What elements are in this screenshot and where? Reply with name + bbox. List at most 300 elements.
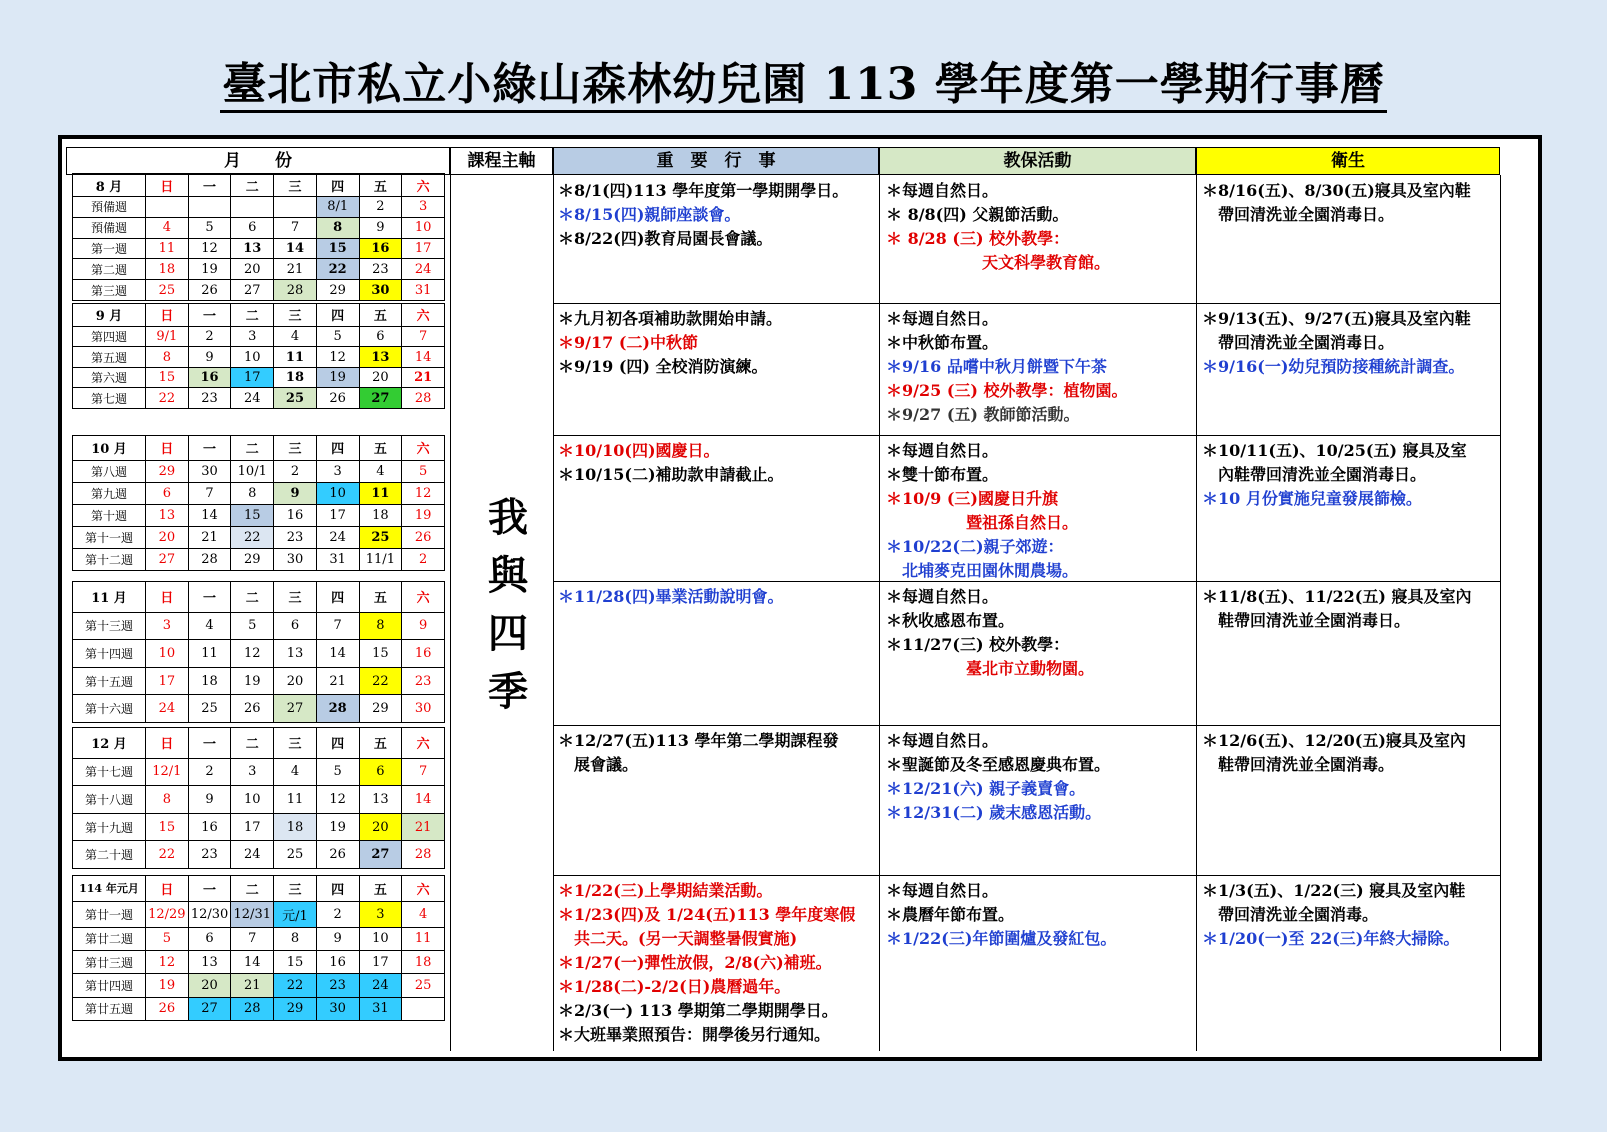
week-row — [73, 612, 445, 640]
week-row — [73, 997, 445, 1020]
day-cell: 30 — [274, 548, 317, 570]
day-cell: 4 — [274, 758, 317, 786]
theme-char: 我 — [488, 494, 528, 541]
day-cell: 13 — [359, 786, 402, 814]
day-cell: 22 — [359, 667, 402, 695]
day-cell — [231, 197, 274, 218]
week-row — [73, 901, 445, 927]
health-line: ＊10/11(五)、10/25(五) 寢具及室 — [1202, 441, 1467, 460]
day-cell: 24 — [316, 526, 359, 548]
health-line: 內鞋帶回清洗並全園消毒日。 — [1202, 465, 1427, 484]
week-row — [73, 548, 445, 570]
day-cell: 28 — [274, 280, 317, 301]
events-line: ＊9/17 (二)中秋節 — [558, 333, 698, 352]
day-cell: 14 — [188, 504, 231, 526]
weekday-header: 三 — [274, 304, 317, 327]
page-title — [0, 48, 1607, 112]
day-cell: 13 — [188, 951, 231, 974]
day-cell — [402, 997, 445, 1020]
week-label: 第廿一週 — [73, 901, 146, 927]
theme-char: 四 — [488, 610, 528, 657]
activities-line: ＊12/21(六) 親子義賣會。 — [886, 779, 1086, 798]
day-cell: 19 — [402, 504, 445, 526]
week-row — [73, 217, 445, 238]
week-label: 第十六週 — [73, 695, 146, 723]
health-line: ＊10 月份實施兒童發展篩檢。 — [1202, 489, 1422, 508]
activities-line: ＊10/22(二)親子郊遊： — [886, 537, 1064, 556]
day-cell: 8 — [316, 217, 359, 238]
activities-line: ＊秋收感恩布置。 — [886, 611, 1015, 630]
day-cell: 5 — [188, 217, 231, 238]
day-cell: 20 — [231, 259, 274, 280]
weekday-header: 二 — [231, 876, 274, 902]
day-cell: 20 — [359, 367, 402, 388]
day-cell: 10 — [146, 640, 189, 668]
events-line: ＊9/19 (四) 全校消防演練。 — [558, 357, 768, 376]
month-table — [72, 435, 445, 571]
day-cell: 26 — [146, 997, 189, 1020]
day-cell: 8/1 — [316, 197, 359, 218]
activities-block — [886, 729, 1110, 825]
activities-line: ＊9/27 (五) 教師節活動。 — [886, 405, 1080, 424]
weekday-header: 一 — [188, 728, 231, 759]
day-cell: 11 — [402, 927, 445, 950]
events-line: ＊2/3(一) 113 學期第二學期開學日。 — [558, 1001, 838, 1020]
week-row — [73, 347, 445, 368]
events-line: ＊8/15(四)親師座談會。 — [558, 205, 741, 224]
weekday-header: 日 — [146, 582, 189, 613]
week-label: 第二週 — [73, 259, 146, 280]
weekday-header: 五 — [359, 876, 402, 902]
week-row — [73, 695, 445, 723]
day-cell: 6 — [274, 612, 317, 640]
day-cell: 12 — [402, 482, 445, 504]
weekday-header: 六 — [402, 436, 445, 461]
weekday-header: 一 — [188, 582, 231, 613]
day-cell: 25 — [402, 974, 445, 997]
week-label: 第廿三週 — [73, 951, 146, 974]
day-cell: 4 — [146, 217, 189, 238]
section-divider — [553, 725, 1500, 726]
divider — [1196, 175, 1197, 1051]
month-table — [72, 581, 445, 723]
weekday-header: 四 — [316, 304, 359, 327]
weekday-header: 二 — [231, 304, 274, 327]
day-cell: 22 — [274, 974, 317, 997]
day-cell: 22 — [316, 259, 359, 280]
day-cell: 5 — [231, 612, 274, 640]
health-line: ＊9/16(一)幼兒預防接種統計調查。 — [1202, 357, 1465, 376]
day-cell: 13 — [231, 238, 274, 259]
day-cell: 15 — [359, 640, 402, 668]
day-cell: 19 — [231, 667, 274, 695]
month-label: 8 月 — [73, 174, 146, 197]
day-cell: 3 — [359, 901, 402, 927]
day-cell: 9 — [188, 347, 231, 368]
day-cell: 23 — [359, 259, 402, 280]
month-calendar — [72, 875, 445, 1021]
day-cell: 2 — [274, 460, 317, 482]
week-label: 第十四週 — [73, 640, 146, 668]
week-row — [73, 640, 445, 668]
day-cell: 7 — [188, 482, 231, 504]
day-cell: 16 — [188, 367, 231, 388]
day-cell: 21 — [188, 526, 231, 548]
activities-line: ＊9/16 品嚐中秋月餅暨下午茶 — [886, 357, 1107, 376]
day-cell: 14 — [231, 951, 274, 974]
day-cell: 10 — [231, 347, 274, 368]
health-block — [1202, 729, 1466, 777]
day-cell: 26 — [188, 280, 231, 301]
theme-char: 季 — [488, 668, 528, 715]
day-cell: 元/1 — [274, 901, 317, 927]
activities-block — [886, 179, 1110, 275]
day-cell — [188, 197, 231, 218]
day-cell: 11 — [274, 786, 317, 814]
month-label: 10 月 — [73, 436, 146, 461]
events-line: ＊8/22(四)教育局園長會議。 — [558, 229, 773, 248]
day-cell: 7 — [402, 758, 445, 786]
weekday-header: 六 — [402, 582, 445, 613]
day-cell: 5 — [146, 927, 189, 950]
activities-line: ＊每週自然日。 — [886, 181, 999, 200]
day-cell: 26 — [316, 388, 359, 409]
day-cell: 3 — [231, 326, 274, 347]
day-cell: 12 — [316, 786, 359, 814]
month-table — [72, 303, 445, 409]
day-cell: 4 — [359, 460, 402, 482]
day-cell: 8 — [231, 482, 274, 504]
week-row — [73, 526, 445, 548]
activities-line: ＊11/27(三) 校外教學： — [886, 635, 1070, 654]
week-row — [73, 841, 445, 869]
day-cell: 21 — [316, 667, 359, 695]
day-cell: 2 — [316, 901, 359, 927]
week-label: 第九週 — [73, 482, 146, 504]
weekday-header: 日 — [146, 876, 189, 902]
day-cell: 23 — [188, 841, 231, 869]
day-cell: 21 — [274, 259, 317, 280]
day-cell: 28 — [188, 548, 231, 570]
weekday-header: 一 — [188, 174, 231, 197]
weekday-header: 一 — [188, 876, 231, 902]
day-cell: 18 — [402, 951, 445, 974]
day-cell: 30 — [402, 695, 445, 723]
week-label: 第七週 — [73, 388, 146, 409]
activities-block — [886, 879, 1116, 951]
day-cell: 29 — [231, 548, 274, 570]
weekday-header: 四 — [316, 728, 359, 759]
day-cell: 5 — [316, 758, 359, 786]
month-label: 114 年元月 — [73, 876, 146, 902]
day-cell: 28 — [402, 841, 445, 869]
activities-line: ＊12/31(二) 歲末感恩活動。 — [886, 803, 1102, 822]
activities-block — [886, 307, 1128, 427]
day-cell: 26 — [402, 526, 445, 548]
events-line: ＊1/22(三)上學期結業活動。 — [558, 881, 773, 900]
day-cell: 9 — [359, 217, 402, 238]
activities-line: ＊中秋節布置。 — [886, 333, 999, 352]
month-calendar — [72, 173, 445, 301]
month-calendar — [72, 581, 445, 723]
day-cell: 25 — [274, 841, 317, 869]
divider — [553, 175, 554, 1051]
day-cell: 12 — [316, 347, 359, 368]
day-cell: 29 — [146, 460, 189, 482]
events-line: ＊1/27(一)彈性放假，2/8(六)補班。 — [558, 953, 832, 972]
day-cell: 25 — [274, 388, 317, 409]
day-cell: 25 — [146, 280, 189, 301]
day-cell: 17 — [316, 504, 359, 526]
activities-line: ＊10/9 (三)國慶日升旗 — [886, 489, 1058, 508]
week-row — [73, 951, 445, 974]
activities-line: ＊農曆年節布置。 — [886, 905, 1015, 924]
week-label: 第十五週 — [73, 667, 146, 695]
weekday-header: 四 — [316, 436, 359, 461]
day-cell: 21 — [231, 974, 274, 997]
week-label: 第五週 — [73, 347, 146, 368]
weekday-header: 日 — [146, 174, 189, 197]
weekday-header: 五 — [359, 582, 402, 613]
day-cell: 17 — [359, 951, 402, 974]
health-line: ＊1/20(一)至 22(三)年終大掃除。 — [1202, 929, 1460, 948]
day-cell: 9 — [188, 786, 231, 814]
day-cell: 18 — [188, 667, 231, 695]
week-label: 第十一週 — [73, 526, 146, 548]
weekday-header: 三 — [274, 728, 317, 759]
day-cell: 18 — [146, 259, 189, 280]
section-divider — [553, 875, 1500, 876]
week-label: 第十九週 — [73, 813, 146, 841]
week-label: 預備週 — [73, 197, 146, 218]
week-row — [73, 460, 445, 482]
day-cell: 8 — [146, 786, 189, 814]
day-cell: 26 — [316, 841, 359, 869]
weekday-header: 六 — [402, 728, 445, 759]
week-row — [73, 197, 445, 218]
day-cell: 29 — [274, 997, 317, 1020]
activities-line: ＊每週自然日。 — [886, 731, 999, 750]
day-cell: 18 — [359, 504, 402, 526]
week-label: 預備週 — [73, 217, 146, 238]
day-cell: 19 — [146, 974, 189, 997]
events-line: ＊10/10(四)國慶日。 — [558, 441, 720, 460]
week-label: 第一週 — [73, 238, 146, 259]
day-cell: 19 — [316, 813, 359, 841]
week-row — [73, 367, 445, 388]
section-divider — [553, 303, 1500, 304]
week-row — [73, 388, 445, 409]
month-header-row — [73, 436, 445, 461]
health-line: 帶回清洗並全園消毒。 — [1202, 905, 1379, 924]
weekday-header: 三 — [274, 582, 317, 613]
day-cell: 8 — [146, 347, 189, 368]
activities-line: ＊每週自然日。 — [886, 309, 999, 328]
health-line: ＊12/6(五)、12/20(五)寢具及室內 — [1202, 731, 1466, 750]
activities-line: ＊ 8/28 (三) 校外教學： — [886, 229, 1070, 248]
day-cell: 22 — [146, 841, 189, 869]
events-line: ＊10/15(二)補助款申請截止。 — [558, 465, 784, 484]
day-cell: 15 — [231, 504, 274, 526]
weekday-header: 四 — [316, 582, 359, 613]
week-label: 第三週 — [73, 280, 146, 301]
events-line: ＊大班畢業照預告：開學後另行通知。 — [558, 1025, 831, 1044]
month-header-row — [73, 582, 445, 613]
divider — [879, 175, 880, 1051]
day-cell: 15 — [146, 813, 189, 841]
course-theme — [480, 489, 536, 721]
weekday-header: 四 — [316, 174, 359, 197]
section-divider — [553, 581, 1500, 582]
health-line: 帶回清洗並全園消毒日。 — [1202, 333, 1395, 352]
day-cell: 13 — [146, 504, 189, 526]
day-cell: 31 — [359, 997, 402, 1020]
week-row — [73, 758, 445, 786]
day-cell: 13 — [359, 347, 402, 368]
day-cell: 14 — [402, 786, 445, 814]
day-cell: 12/1 — [146, 758, 189, 786]
header-health: 衛生 — [1196, 147, 1500, 175]
month-table — [72, 173, 445, 301]
month-header-row — [73, 304, 445, 327]
day-cell: 22 — [146, 388, 189, 409]
day-cell: 14 — [316, 640, 359, 668]
day-cell: 11 — [146, 238, 189, 259]
weekday-header: 六 — [402, 876, 445, 902]
day-cell: 6 — [359, 758, 402, 786]
health-line: 鞋帶回清洗並全園消毒日。 — [1202, 611, 1411, 630]
day-cell: 25 — [188, 695, 231, 723]
day-cell: 16 — [359, 238, 402, 259]
day-cell: 24 — [231, 841, 274, 869]
activities-line: ＊ 8/8(四) 父親節活動。 — [886, 205, 1069, 224]
activities-line: ＊9/25 (三) 校外教學：植物園。 — [886, 381, 1128, 400]
health-line: 鞋帶回清洗並全園消毒。 — [1202, 755, 1395, 774]
day-cell: 31 — [316, 548, 359, 570]
events-block — [558, 179, 848, 251]
events-block — [558, 585, 784, 609]
header-activities: 教保活動 — [879, 147, 1196, 175]
activities-line: 天文科學教育館。 — [886, 253, 1111, 272]
weekday-header: 一 — [188, 304, 231, 327]
events-line: ＊12/27(五)113 學年第二學期課程發 — [558, 731, 839, 750]
day-cell: 11 — [188, 640, 231, 668]
day-cell: 29 — [359, 695, 402, 723]
day-cell: 16 — [402, 640, 445, 668]
day-cell: 12/29 — [146, 901, 189, 927]
weekday-header: 二 — [231, 728, 274, 759]
month-calendar — [72, 435, 445, 571]
day-cell: 12 — [188, 238, 231, 259]
events-block — [558, 307, 782, 379]
day-cell: 3 — [146, 612, 189, 640]
weekday-header: 四 — [316, 876, 359, 902]
month-table — [72, 875, 445, 1021]
activities-block — [886, 585, 1094, 681]
day-cell: 24 — [402, 259, 445, 280]
week-label: 第十週 — [73, 504, 146, 526]
section-divider — [553, 435, 1500, 436]
day-cell: 30 — [316, 997, 359, 1020]
weekday-header: 五 — [359, 304, 402, 327]
day-cell: 14 — [402, 347, 445, 368]
day-cell: 2 — [402, 548, 445, 570]
health-line: 帶回清洗並全園消毒日。 — [1202, 205, 1395, 224]
day-cell: 19 — [316, 367, 359, 388]
day-cell: 27 — [231, 280, 274, 301]
day-cell: 23 — [402, 667, 445, 695]
week-row — [73, 927, 445, 950]
day-cell: 10 — [231, 786, 274, 814]
month-calendar — [72, 303, 445, 409]
day-cell: 12 — [231, 640, 274, 668]
week-label: 第四週 — [73, 326, 146, 347]
month-header-row — [73, 174, 445, 197]
day-cell: 10/1 — [231, 460, 274, 482]
activities-line: ＊每週自然日。 — [886, 881, 999, 900]
health-block — [1202, 585, 1471, 633]
day-cell: 5 — [402, 460, 445, 482]
weekday-header: 五 — [359, 174, 402, 197]
header-theme: 課程主軸 — [450, 147, 553, 175]
week-row — [73, 238, 445, 259]
week-row — [73, 259, 445, 280]
week-label: 第十三週 — [73, 612, 146, 640]
month-header-row — [73, 876, 445, 902]
week-row — [73, 326, 445, 347]
day-cell: 27 — [359, 841, 402, 869]
day-cell: 27 — [359, 388, 402, 409]
day-cell: 21 — [402, 813, 445, 841]
day-cell — [146, 197, 189, 218]
activities-line: ＊每週自然日。 — [886, 587, 999, 606]
weekday-header: 五 — [359, 436, 402, 461]
activities-line: 臺北市立動物園。 — [886, 659, 1095, 678]
week-row — [73, 786, 445, 814]
day-cell: 7 — [402, 326, 445, 347]
day-cell: 8 — [274, 927, 317, 950]
week-row — [73, 813, 445, 841]
day-cell: 2 — [359, 197, 402, 218]
day-cell: 3 — [231, 758, 274, 786]
health-line: ＊1/3(五)、1/22(三) 寢具及室內鞋 — [1202, 881, 1466, 900]
activities-line: 北埔麥克田園休閒農場。 — [886, 561, 1079, 580]
day-cell: 5 — [316, 326, 359, 347]
day-cell: 3 — [316, 460, 359, 482]
day-cell: 16 — [274, 504, 317, 526]
day-cell: 22 — [231, 526, 274, 548]
day-cell: 13 — [274, 640, 317, 668]
week-label: 第廿四週 — [73, 974, 146, 997]
health-block — [1202, 179, 1471, 227]
day-cell: 20 — [146, 526, 189, 548]
weekday-header: 二 — [231, 436, 274, 461]
events-line: 共二天。(另一天調整暑假實施) — [558, 929, 798, 948]
month-label: 12 月 — [73, 728, 146, 759]
day-cell: 4 — [402, 901, 445, 927]
week-label: 第六週 — [73, 367, 146, 388]
events-block — [558, 439, 784, 487]
events-line: ＊8/1(四)113 學年度第一學期開學日。 — [558, 181, 849, 200]
day-cell: 15 — [274, 951, 317, 974]
month-header-row — [73, 728, 445, 759]
day-cell: 21 — [402, 367, 445, 388]
week-label: 第八週 — [73, 460, 146, 482]
weekday-header: 三 — [274, 876, 317, 902]
day-cell: 20 — [274, 667, 317, 695]
events-line: 展會議。 — [558, 755, 639, 774]
events-block — [558, 729, 839, 777]
